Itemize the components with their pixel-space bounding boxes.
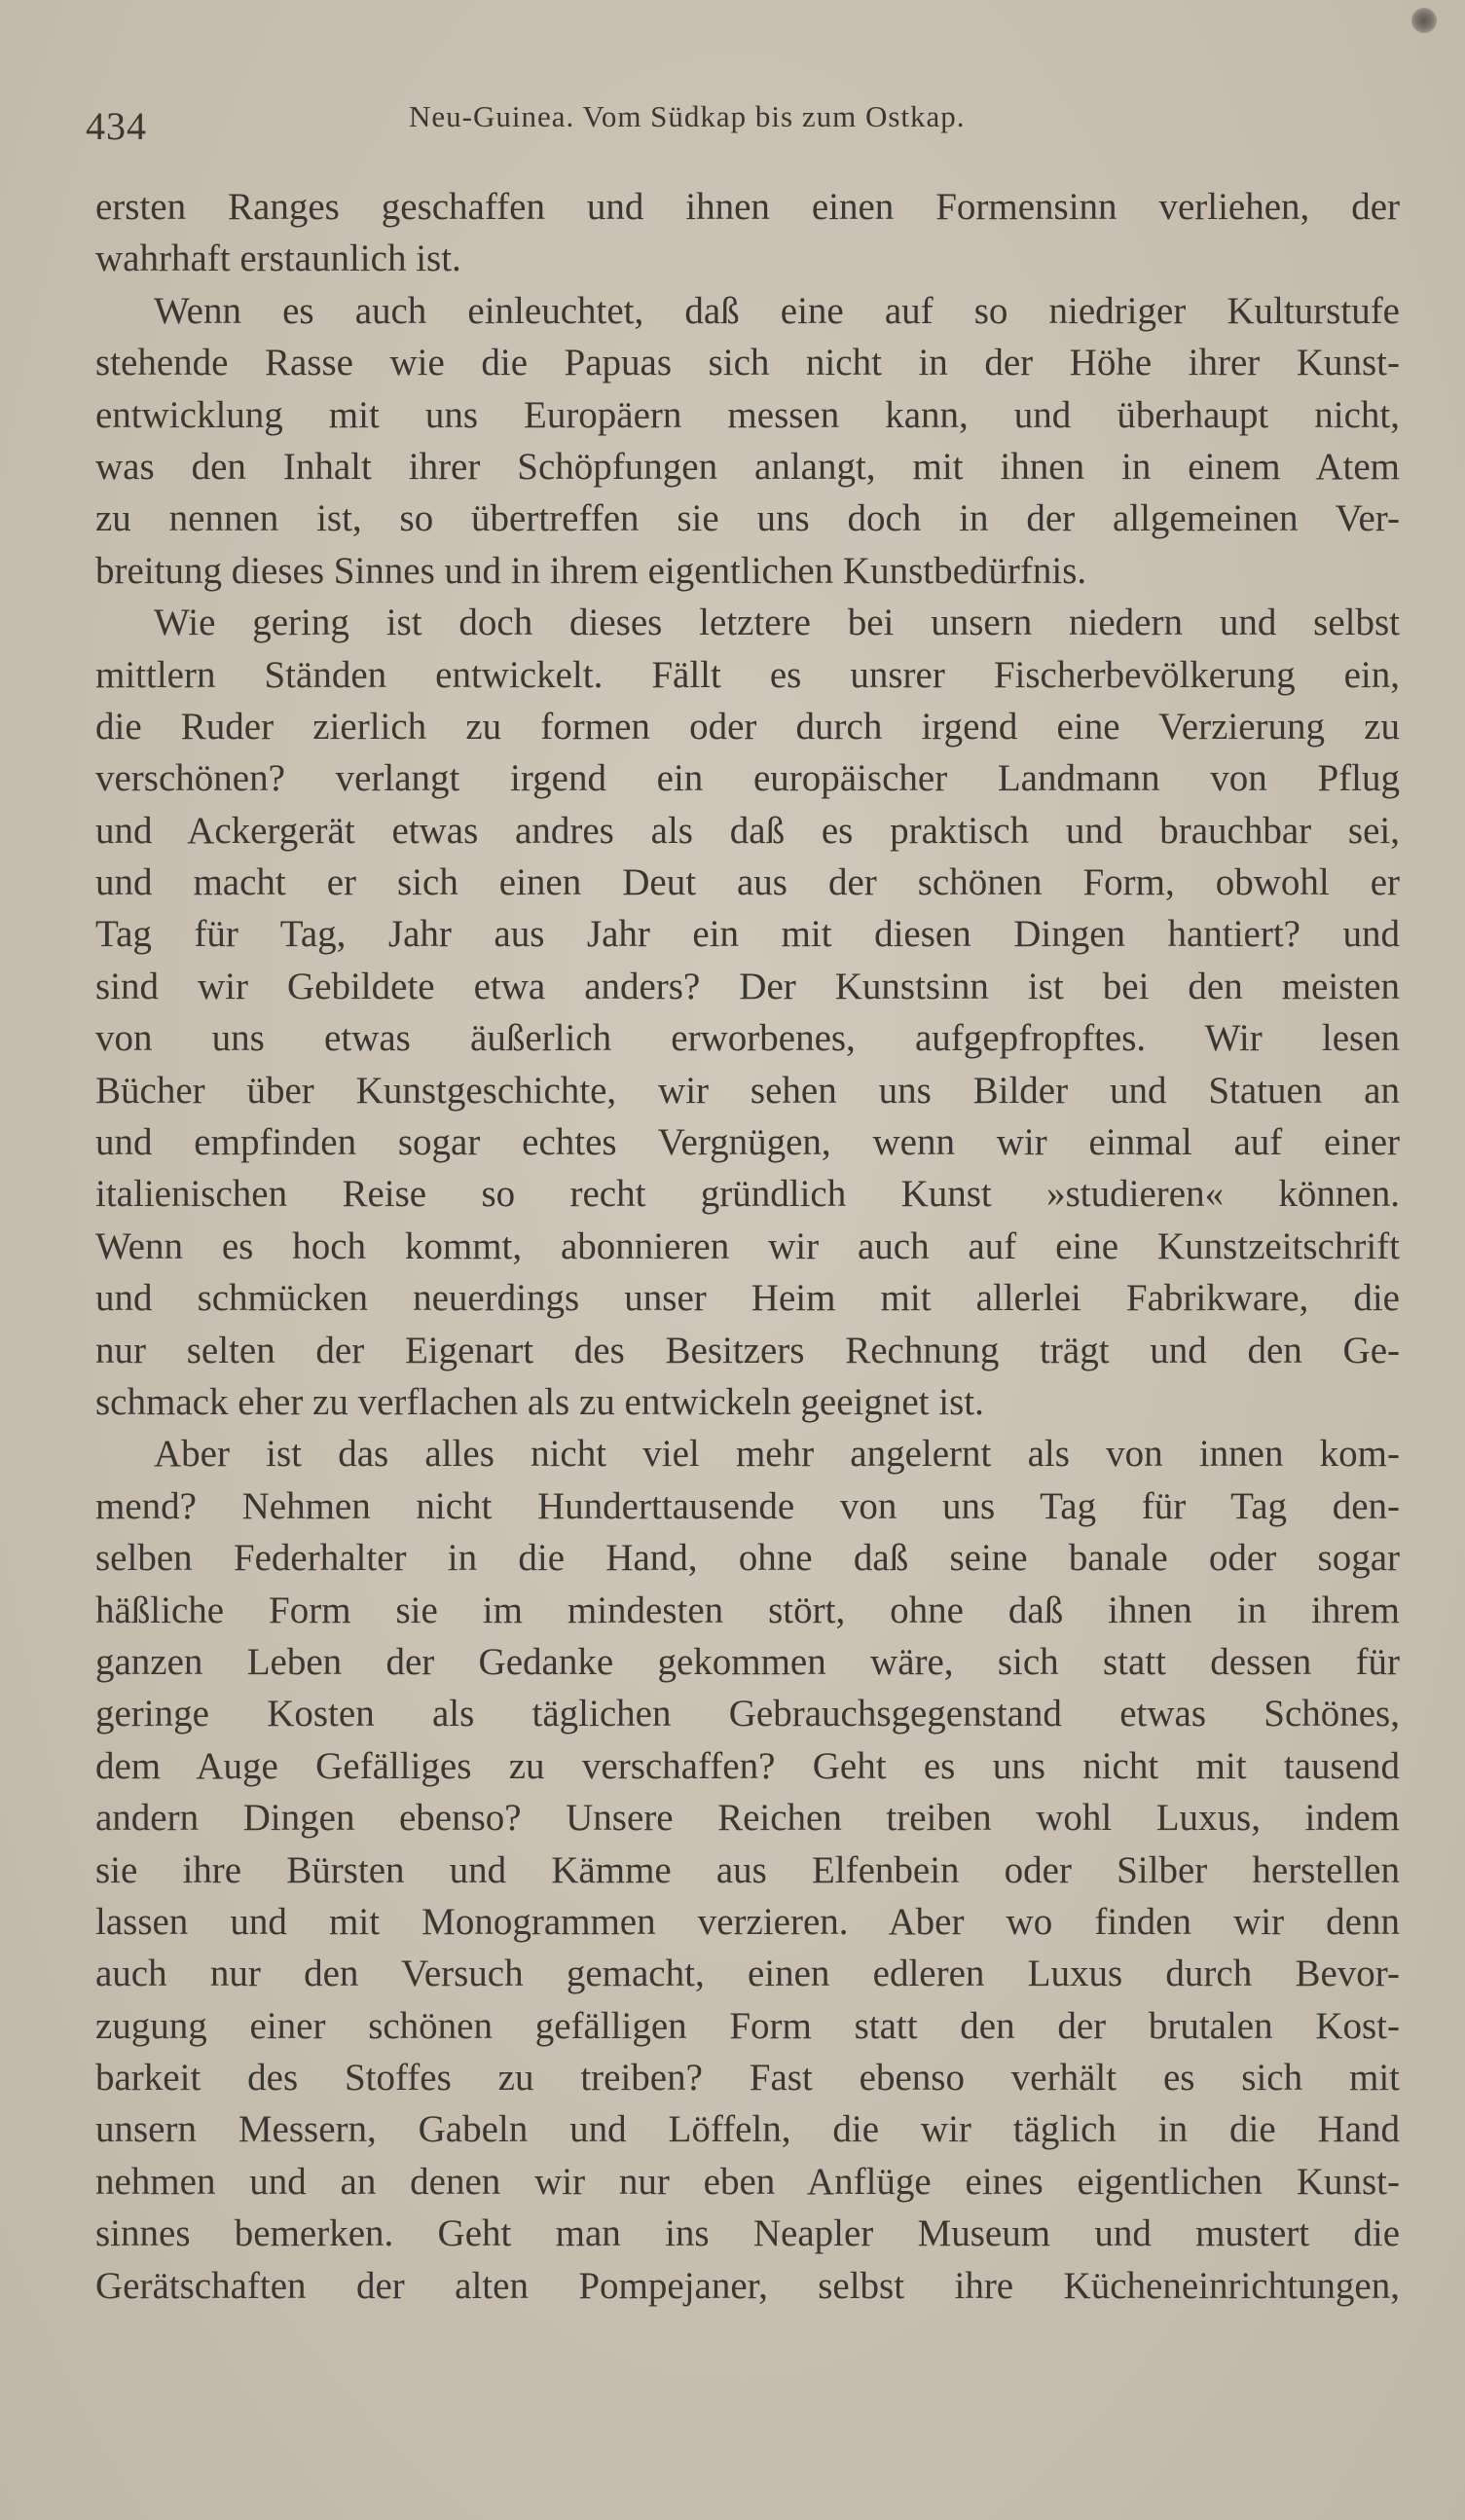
text-line: unsern Messern, Gabeln und Löffeln, die wir täglich in die Hand: [95, 2108, 1400, 2151]
text-line: nehmen und an denen wir nur eben Anflüge eines eigentlichen Kunst-: [95, 2160, 1400, 2203]
text-line: Bücher über Kunstgeschichte, wir sehen uns Bilder und Statuen an: [95, 1069, 1400, 1112]
text-line: Wie gering ist doch dieses letztere bei unsern niedern und selbst: [154, 602, 1400, 644]
text-line: lassen und mit Monogrammen verzieren. Aber wo finden wir denn: [95, 1900, 1400, 1943]
text-line: Aber ist das alles nicht viel mehr angelernt als von innen kom-: [154, 1433, 1400, 1476]
text-line: geringe Kosten als täglichen Gebrauchsgegenstand etwas Schönes,: [95, 1693, 1400, 1735]
text-line: sind wir Gebildete etwa anders? Der Kunstsinn ist bei den meisten: [95, 965, 1400, 1007]
text-line: entwicklung mit uns Europäern messen kann, und überhaupt nicht,: [95, 393, 1400, 436]
text-line: und macht er sich einen Deut aus der schönen Form, obwohl er: [95, 861, 1400, 904]
text-line: Gerätschaften der alten Pompejaner, selbst ihre Kücheneinrichtungen,: [95, 2264, 1400, 2307]
text-line: Wenn es hoch kommt, abonnieren wir auch auf eine Kunstzeitschrift: [95, 1224, 1400, 1267]
text-line: sie ihre Bürsten und Kämme aus Elfenbein oder Silber herstellen: [95, 1848, 1400, 1891]
running-head: Neu-Guinea. Vom Südkap bis zum Ostkap.: [409, 99, 966, 133]
text-line: und schmücken neuerdings unser Heim mit allerlei Fabrikware, die: [95, 1277, 1400, 1320]
text-line: von uns etwas äußerlich erworbenes, aufgepfropftes. Wir lesen: [95, 1017, 1400, 1060]
text-line: die Ruder zierlich zu formen oder durch irgend eine Verzierung zu: [95, 705, 1400, 748]
text-line: Tag für Tag, Jahr aus Jahr ein mit diesen Dingen hantiert? und: [95, 913, 1400, 956]
page-header: [86, 93, 1410, 152]
text-line: selben Federhalter in die Hand, ohne daß seine banale oder sogar: [95, 1537, 1400, 1580]
text-line: ersten Ranges geschaffen und ihnen einen Formensinn verliehen, der: [95, 186, 1400, 228]
text-line: verschönen? verlangt irgend ein europäischer Landmann von Pflug: [95, 757, 1400, 800]
text-line: häßliche Form sie im mindesten stört, ohne daß ihnen in ihrem: [95, 1589, 1400, 1631]
text-line: zugung einer schönen gefälligen Form statt den der brutalen Kost-: [95, 2004, 1400, 2047]
text-line: mittlern Ständen entwickelt. Fällt es unsrer Fischerbevölkerung ein,: [95, 653, 1400, 696]
text-line: nur selten der Eigenart des Besitzers Rechnung trägt und den Ge-: [95, 1329, 1400, 1371]
text-line: andern Dingen ebenso? Unsere Reichen treiben wohl Luxus, indem: [95, 1797, 1400, 1840]
text-line: und Ackergerät etwas andres als daß es praktisch und brauchbar sei,: [95, 809, 1400, 852]
text-line: barkeit des Stoffes zu treiben? Fast ebenso verhält es sich mit: [95, 2057, 1400, 2100]
text-line: sinnes bemerken. Geht man ins Neapler Museum und mustert die: [95, 2212, 1400, 2255]
text-line: schmack eher zu verflachen als zu entwickeln geeignet ist.: [95, 1380, 984, 1423]
text-line: breitung dieses Sinnes und in ihrem eigentlichen Kunstbedürfnis.: [95, 549, 1087, 592]
page-number: 434: [86, 104, 147, 148]
text-line: stehende Rasse wie die Papuas sich nicht in der Höhe ihrer Kunst-: [95, 342, 1400, 384]
ink-spot: [1411, 8, 1437, 33]
text-line: mend? Nehmen nicht Hunderttausende von uns Tag für Tag den-: [95, 1484, 1400, 1527]
text-line: wahrhaft erstaunlich ist.: [95, 237, 461, 280]
text-line: ganzen Leben der Gedanke gekommen wäre, sich statt dessen für: [95, 1640, 1400, 1683]
text-line: was den Inhalt ihrer Schöpfungen anlangt, mit ihnen in einem Atem: [95, 445, 1400, 488]
text-line: dem Auge Gefälliges zu verschaffen? Geht es uns nicht mit tausend: [95, 1744, 1400, 1787]
text-line: auch nur den Versuch gemacht, einen edleren Luxus durch Bevor-: [95, 1953, 1400, 1995]
text-line: zu nennen ist, so übertreffen sie uns doch in der allgemeinen Ver-: [95, 497, 1400, 540]
text-line: und empfinden sogar echtes Vergnügen, wenn wir einmal auf einer: [95, 1121, 1400, 1164]
text-line: italienischen Reise so recht gründlich Kunst »studieren« können.: [95, 1173, 1400, 1216]
text-line: Wenn es auch einleuchtet, daß eine auf so niedriger Kulturstufe: [154, 289, 1400, 332]
body-text: [95, 181, 1400, 2312]
